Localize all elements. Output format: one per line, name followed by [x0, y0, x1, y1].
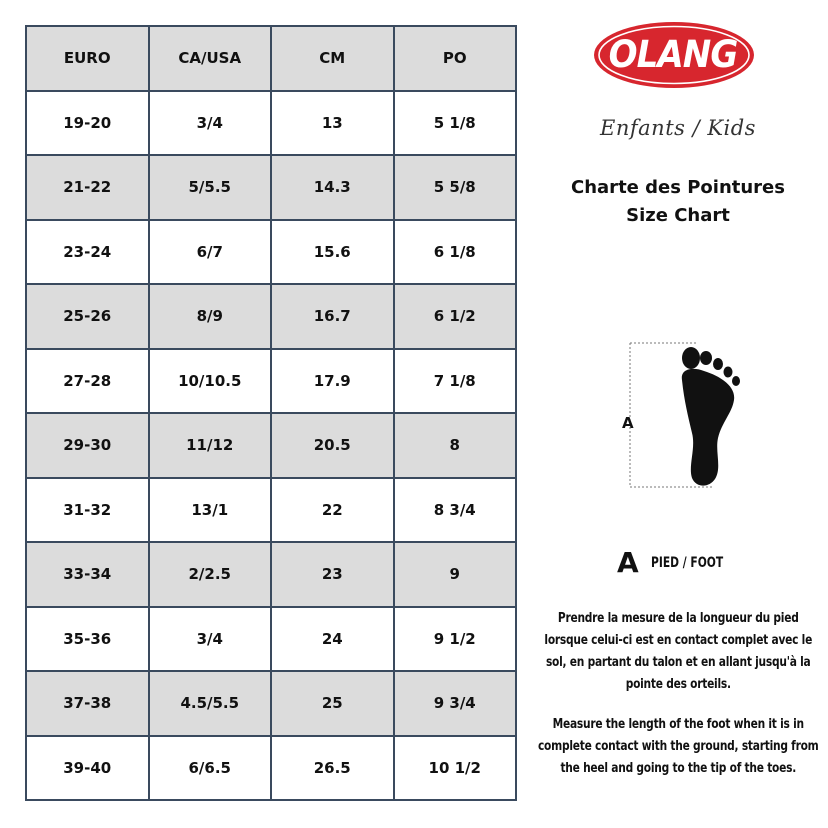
- table-cell: 23: [271, 542, 394, 607]
- table-header-row: [26, 26, 516, 91]
- table-cell: 7 1/8: [394, 349, 517, 414]
- table-cell: 9 3/4: [394, 671, 517, 736]
- table-cell: 25-26: [26, 284, 149, 349]
- table-cell: 6/7: [149, 220, 272, 285]
- table-cell: 4.5/5.5: [149, 671, 272, 736]
- table-row: [26, 91, 516, 156]
- dimension-label: A: [622, 414, 634, 432]
- table-cell: 9 1/2: [394, 607, 517, 672]
- table-row: [26, 220, 516, 285]
- table-cell: 25: [271, 671, 394, 736]
- table-row: [26, 478, 516, 543]
- table-cell: 10/10.5: [149, 349, 272, 414]
- table-cell: 26.5: [271, 736, 394, 801]
- table-cell: 35-36: [26, 607, 149, 672]
- table-cell: 8: [394, 413, 517, 478]
- instruction-english: [536, 714, 820, 780]
- table-cell: 21-22: [26, 155, 149, 220]
- column-header-ca-usa: CA/USA: [149, 26, 272, 91]
- table-cell: 5/5.5: [149, 155, 272, 220]
- table-cell: 5 5/8: [394, 155, 517, 220]
- foot-icon: [682, 347, 740, 486]
- chart-title: [548, 174, 808, 230]
- olang-logo: [592, 20, 756, 90]
- table-cell: 20.5: [271, 413, 394, 478]
- table-cell: 29-30: [26, 413, 149, 478]
- column-header-po: PO: [394, 26, 517, 91]
- table-cell: 27-28: [26, 349, 149, 414]
- table-row: [26, 349, 516, 414]
- table-row: [26, 542, 516, 607]
- table-cell: 6/6.5: [149, 736, 272, 801]
- table-cell: 13: [271, 91, 394, 156]
- table-cell: 8 3/4: [394, 478, 517, 543]
- registered-mark: ®: [740, 73, 746, 80]
- title-english: Size Chart: [626, 205, 730, 226]
- table-cell: 6 1/2: [394, 284, 517, 349]
- legend-letter: A: [617, 546, 639, 579]
- table-cell: 16.7: [271, 284, 394, 349]
- table-cell: 2/2.5: [149, 542, 272, 607]
- table-row: [26, 607, 516, 672]
- table-cell: 6 1/8: [394, 220, 517, 285]
- table-cell: 10 1/2: [394, 736, 517, 801]
- table-row: [26, 284, 516, 349]
- table-cell: 9: [394, 542, 517, 607]
- table-cell: 14.3: [271, 155, 394, 220]
- table-cell: 8/9: [149, 284, 272, 349]
- column-header-cm: CM: [271, 26, 394, 91]
- instruction-french-text: Prendre la mesure de la longueur du pied lorsque celui-ci est en contact complet avec le sol, en partant du talon et en allant jusqu'à la pointe des orteils.: [544, 611, 812, 692]
- table-cell: 3/4: [149, 91, 272, 156]
- table-cell: 15.6: [271, 220, 394, 285]
- table-cell: 31-32: [26, 478, 149, 543]
- table-cell: 22: [271, 478, 394, 543]
- table-cell: 39-40: [26, 736, 149, 801]
- legend-text: PIED / FOOT: [650, 554, 723, 571]
- table-cell: 19-20: [26, 91, 149, 156]
- table-cell: 11/12: [149, 413, 272, 478]
- instruction-french: [536, 608, 820, 696]
- column-header-euro: EURO: [26, 26, 149, 91]
- table-cell: 5 1/8: [394, 91, 517, 156]
- table-cell: 37-38: [26, 671, 149, 736]
- size-table: [25, 25, 517, 801]
- audience-subtitle: Enfants / Kids: [600, 116, 756, 140]
- table-cell: 23-24: [26, 220, 149, 285]
- table-cell: 13/1: [149, 478, 272, 543]
- title-french: Charte des Pointures: [571, 177, 785, 198]
- table-row: [26, 736, 516, 801]
- table-row: [26, 413, 516, 478]
- table-cell: 33-34: [26, 542, 149, 607]
- table-row: [26, 155, 516, 220]
- logo-wordmark: OLANG: [608, 33, 738, 77]
- instruction-english-text: Measure the length of the foot when it is in complete contact with the ground, starting from the heel and going to the tip of the toes.: [537, 717, 819, 776]
- table-cell: 24: [271, 607, 394, 672]
- legend: [617, 546, 736, 579]
- table-cell: 17.9: [271, 349, 394, 414]
- table-cell: 3/4: [149, 607, 272, 672]
- foot-diagram: [616, 338, 746, 494]
- table-row: [26, 671, 516, 736]
